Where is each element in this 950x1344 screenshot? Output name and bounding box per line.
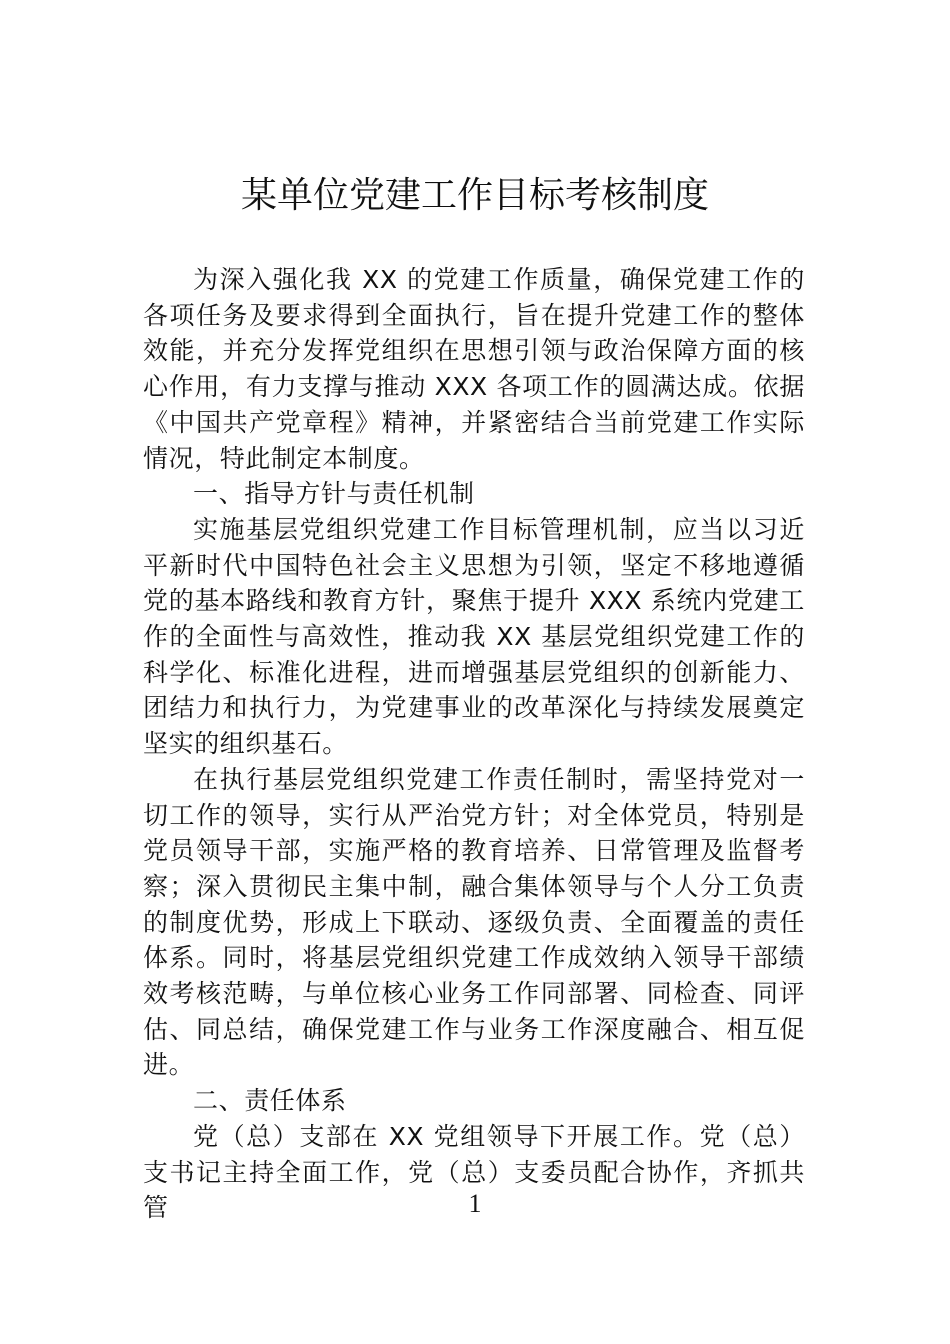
paragraph-guidance: 实施基层党组织党建工作目标管理机制，应当以习近平新时代中国特色社会主义思想为引领，坚定不移地遵循党的基本路线和教育方针，聚焦于提升 XXX 系统内党建工作的全面性与高效性，推动我 XX 基层党组织党建工作的科学化、标准化进程，进而增强基层党组织的创新能力、团结力和执行力，为党建事业的改革深化与持续发展奠定坚实的组织基石。 (143, 514, 805, 759)
document-title: 某单位党建工作目标考核制度 (240, 175, 709, 216)
section-heading-1: 一、指导方针与责任机制 (193, 479, 475, 509)
paragraph-responsibility: 在执行基层党组织党建工作责任制时，需坚持党对一切工作的领导，实行从严治党方针；对全体党员，特别是党员领导干部，实施严格的教育培养、日常管理及监督考察；深入贯彻民主集中制，融合集体领导与个人分工负责的制度优势，形成上下联动、逐级负责、全面覆盖的责任体系。同时，将基层党组织党建工作成效纳入领导干部绩效考核范畴，与单位核心业务工作同部署、同检查、同评估、同总结，确保党建工作与业务工作深度融合、相互促进。 (143, 764, 805, 1080)
document-body (143, 262, 805, 1226)
paragraph-intro: 为深入强化我 XX 的党建工作质量，确保党建工作的各项任务及要求得到全面执行，旨在提升党建工作的整体效能，并充分发挥党组织在思想引领与政治保障方面的核心作用，有力支撑与推动 XXX 各项工作的圆满达成。依据《中国共产党章程》精神，并紧密结合当前党建工作实际情况，特此制定本制度。 (143, 265, 805, 473)
page-number: 1 (468, 1189, 482, 1218)
section-heading-2: 二、责任体系 (193, 1086, 347, 1116)
paragraph-system: 党（总）支部在 XX 党组领导下开展工作。党（总）支书记主持全面工作，党（总）支委员配合协作，齐抓共管 (143, 1121, 805, 1223)
